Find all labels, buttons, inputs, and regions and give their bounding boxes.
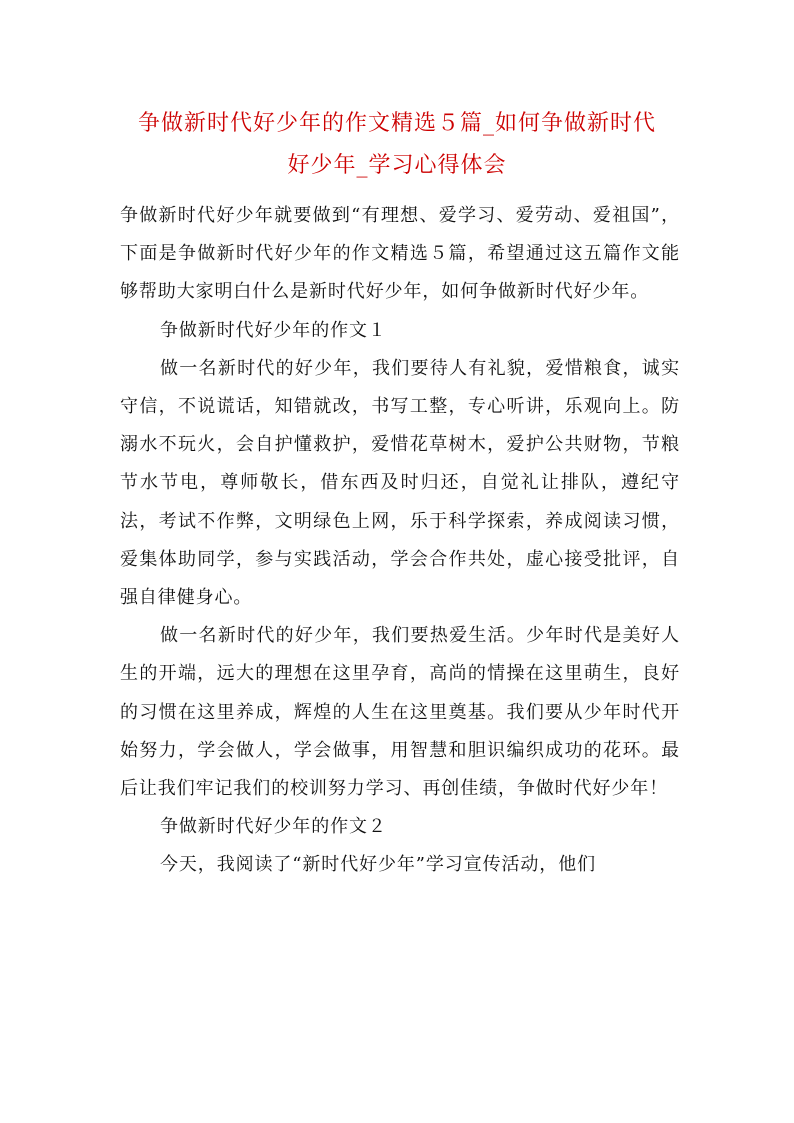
essay-2-paragraph-1: 今天，我阅读了“新时代好少年”学习宣传活动，他们 bbox=[160, 854, 597, 876]
document-title-line-1: 争做新时代好少年的作文精选５篇_如何争做新时代 bbox=[137, 111, 656, 136]
document-body bbox=[120, 197, 680, 885]
essay-2-heading: 争做新时代好少年的作文２ bbox=[160, 816, 387, 838]
document-title bbox=[115, 103, 679, 187]
essay-1-heading: 争做新时代好少年的作文１ bbox=[160, 319, 387, 341]
document-title-line-2: 好少年_学习心得体会 bbox=[287, 153, 507, 178]
intro-paragraph: 争做新时代好少年就要做到“有理想、爱学习、爱劳动、爱祖国”，下面是争做新时代好少年的作文精选５篇，希望通过这五篇作文能够帮助大家明白什么是新时代好少年，如何争做新时代好少年。 bbox=[120, 205, 680, 303]
essay-1-paragraph-1: 做一名新时代的好少年，我们要待人有礼貌，爱惜粮食，诚实守信，不说谎话，知错就改，书写工整，专心听讲，乐观向上。防溺水不玩火，会自护懂救护，爱惜花草树木，爱护公共财物，节粮节水节电，尊师敬长，借东西及时归还，自觉礼让排队，遵纪守法，考试不作弊，文明绿色上网，乐于科学探索，养成阅读习惯，爱集体助同学，参与实践活动，学会合作共处，虚心接受批评，自强自律健身心。 bbox=[120, 357, 680, 609]
essay-1-paragraph-2: 做一名新时代的好少年，我们要热爱生活。少年时代是美好人生的开端，远大的理想在这里孕育，高尚的情操在这里萌生，良好的习惯在这里养成，辉煌的人生在这里奠基。我们要从少年时代开始努力，学会做人，学会做事，用智慧和胆识编织成功的花环。最后让我们牢记我们的校训努力学习、再创佳绩，争做时代好少年！ bbox=[120, 625, 680, 800]
